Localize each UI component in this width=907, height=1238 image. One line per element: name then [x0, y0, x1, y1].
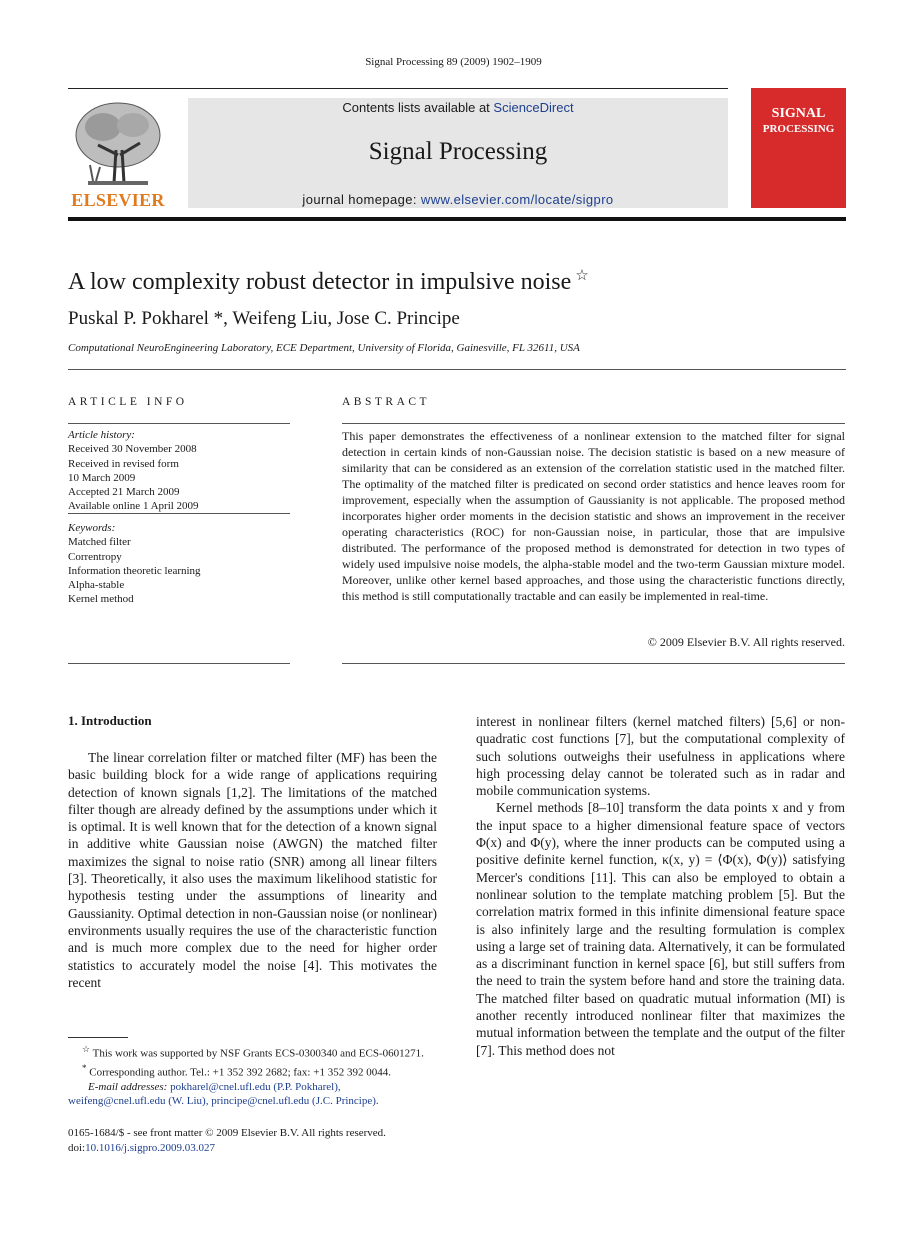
footnote-funding	[68, 1042, 437, 1061]
footnote-emails-cont	[68, 1094, 437, 1108]
keyword: Matched filter	[68, 536, 131, 549]
homepage-prefix: journal homepage:	[302, 192, 421, 207]
footnotes	[68, 1042, 437, 1108]
doi-line	[68, 1141, 437, 1156]
article-info-rule	[68, 423, 290, 424]
affiliation: Computational NeuroEngineering Laboratory, ECE Department, University of Florida, Gainesville, FL 32611, USA	[68, 342, 580, 354]
email-label: E-mail addresses:	[88, 1080, 168, 1093]
history-rule	[68, 513, 290, 514]
top-rule	[68, 88, 728, 89]
intro-paragraph-1: The linear correlation filter or matched filter (MF) has been the basic building block for a wide range of applications requiring detection of known signals [1,2]. The limitations of the matched filter though are already defined by the assumptions under which it is optimal. It is well known that for the detection of a known signal in additive white Gaussian noise (AWGN) the matched filter maximizes the signal to noise ratio (SNR) among all linear filters [3]. Theoretically, it also uses the maximum likelihood statistic for hypothesis testing under the assumptions of linearity and Gaussianity. Optimal detection in non-Gaussian noise (or nonlinear) environments usually requires the use of the characteristic function and is much more complex due to the need for higher order statistics to accurately model the noise [4]. This motivates the recent	[68, 750, 437, 990]
issn-line: 0165-1684/$ - see front matter © 2009 Elsevier B.V. All rights reserved.	[68, 1127, 386, 1139]
email-link-liu[interactable]: weifeng@cnel.ufl.edu (W. Liu),	[68, 1094, 209, 1107]
abstract-bottom-rule	[342, 663, 845, 664]
homepage-line	[188, 192, 728, 207]
intro-paragraph-3: Kernel methods [8–10] transform the data points x and y from the input space to a higher dimensional feature space of vectors Φ(x) and Φ(y), where the inner products can be computed using a positive definite kernel function, κ(x, y) = ⟨Φ(x), Φ(y)⟩ satisfying Mercer's conditions [11]. This can also be employed to obtain a nonlinear solution to the template matching problem [5]. But the correlation matrix formed in this infinite dimensional feature space is also infinitely large and the resulting formulation is complex using a large set of training data. Alternatively, it can be formulated as a discriminant function in kernel space [6], but still suffers from the need to train the system before hand and store the training data. The matched filter based on quadratic mutual information (MI) is another recently introduced nonlinear filter that maximizes the mutual information between the template and the output of the filter [7]. This method does not	[476, 800, 845, 1058]
keyword: Alpha-stable	[68, 579, 125, 592]
elsevier-wordmark: ELSEVIER	[71, 190, 165, 210]
history-item: 10 March 2009	[68, 471, 136, 484]
contents-line	[188, 100, 728, 115]
history-label: Article history:	[68, 429, 135, 441]
article-title	[68, 266, 589, 296]
footnote-rule	[68, 1037, 128, 1038]
journal-name: Signal Processing	[368, 138, 548, 165]
header-divider	[68, 369, 846, 370]
abstract-text: This paper demonstrates the effectiveness of a nonlinear extension to the matched filter for signal detection in certain kinds of non-Gaussian noise. The decision statistic is based on a new measure of similarity that can be considered as an extension of the correlation statistic used in the matched filter. The optimality of the matched filter is predicated on second order statistics and hence leaves room for improvement, especially when the assumption of Gaussianity is not applicable. The proposed method incorporates higher order moments in the decision statistic and shows an improvement in the receiver operating characteristics (ROC) for non-Gaussian noise, in particular, those that are impulsive distributed. The performance of the proposed method is demonstrated for detection in two types of widely used impulsive noise models, the alpha-stable model and the two-term Gaussian mixture model. Moreover, unlike other kernel based approaches, and those using the characteristic functions directly, this method is still computationally tractable and can easily be implemented in real-time.	[342, 429, 845, 603]
cover-title-line2: PROCESSING	[762, 123, 835, 135]
title-footnote-mark[interactable]: ☆	[575, 268, 589, 284]
keyword: Correntropy	[68, 550, 122, 563]
masthead-rule	[68, 217, 846, 221]
footnote-corresponding	[68, 1061, 437, 1080]
article-info-bottom-rule	[68, 663, 290, 664]
intro-left-column	[68, 749, 437, 991]
keywords-block	[68, 521, 290, 607]
author-list: Puskal P. Pokharel *, Weifeng Liu, Jose C. Principe	[68, 308, 460, 329]
abstract-rule	[342, 423, 845, 424]
history-item: Received in revised form	[68, 457, 179, 470]
article-history	[68, 428, 290, 514]
history-item: Received 30 November 2008	[68, 443, 197, 456]
front-matter-meta	[68, 1126, 437, 1155]
intro-right-column	[476, 713, 845, 1059]
abstract-copyright: © 2009 Elsevier B.V. All rights reserved.	[647, 635, 845, 649]
contents-prefix: Contents lists available at	[342, 100, 494, 115]
sciencedirect-link[interactable]: ScienceDirect	[493, 100, 574, 115]
keyword: Information theoretic learning	[68, 564, 201, 577]
footnote-funding-text: This work was supported by NSF Grants ECS-0300340 and ECS-0601271.	[92, 1047, 424, 1060]
abstract-heading: ABSTRACT	[342, 396, 431, 408]
doi-label: doi:	[68, 1141, 86, 1154]
intro-paragraph-2: interest in nonlinear filters (kernel matched filters) [5,6] or non-quadratic cost functions [7], but the computational complexity of such solutions outweighs their usefulness in applications where high processing delay cannot be tolerated such as in radar and mobile communication systems.	[476, 714, 845, 799]
keywords-label: Keywords:	[68, 522, 116, 534]
title-text: A low complexity robust detector in impulsive noise	[68, 269, 572, 295]
history-item: Available online 1 April 2009	[68, 500, 199, 513]
running-head: Signal Processing 89 (2009) 1902–1909	[365, 56, 542, 68]
footnote-star-mark: ☆	[82, 1044, 91, 1054]
footnote-emails	[68, 1080, 437, 1094]
section-heading-introduction: 1. Introduction	[68, 713, 152, 728]
homepage-link[interactable]: www.elsevier.com/locate/sigpro	[420, 192, 614, 207]
email-link-principe[interactable]: principe@cnel.ufl.edu (J.C. Principe).	[211, 1094, 379, 1107]
history-item: Accepted 21 March 2009	[68, 486, 180, 499]
doi-link[interactable]: 10.1016/j.sigpro.2009.03.027	[85, 1141, 215, 1154]
article-info-heading: ARTICLE INFO	[68, 396, 188, 408]
email-link-pokharel[interactable]: pokharel@cnel.ufl.edu (P.P. Pokharel),	[170, 1080, 341, 1093]
keyword: Kernel method	[68, 593, 134, 606]
cover-title-line1: SIGNAL	[771, 106, 826, 121]
footnote-corresponding-text: Corresponding author. Tel.: +1 352 392 2682; fax: +1 352 392 0044.	[89, 1066, 391, 1079]
footnote-asterisk-mark: *	[82, 1062, 87, 1073]
